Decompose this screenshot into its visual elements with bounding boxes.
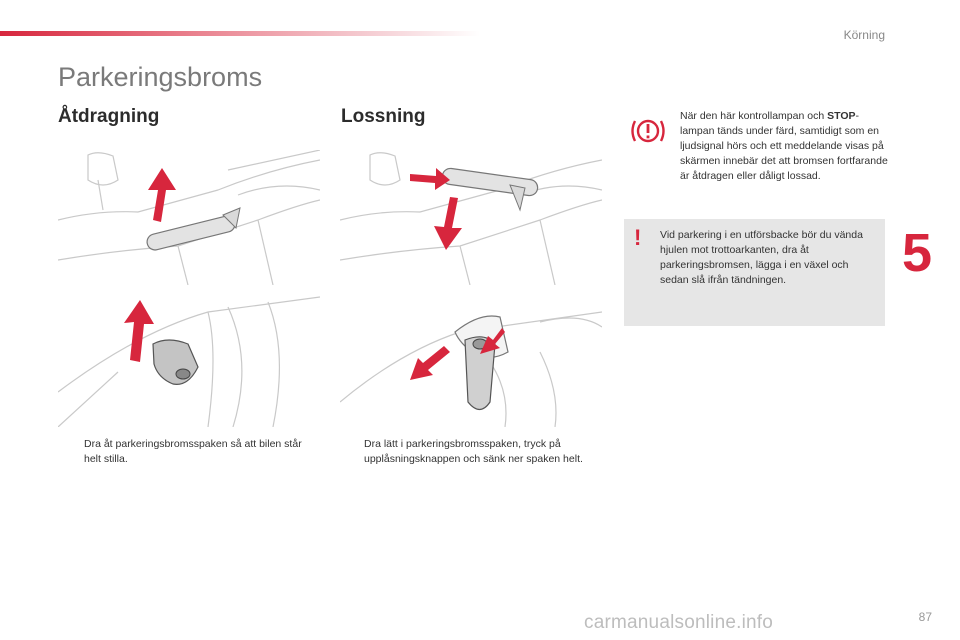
header-accent-bar [0, 31, 480, 36]
watermark: carmanualsonline.info [584, 612, 774, 633]
heading-release: Lossning [341, 106, 426, 127]
note-box [624, 219, 885, 326]
instruction-release [342, 437, 600, 467]
illustration-release-closeup [340, 292, 602, 427]
instruction-release-text: Dra lätt i parkeringsbromsspaken, tryck på upplåsningsknappen och sänk ner spaken helt. [364, 438, 583, 465]
warning-text-before: När den här kontrollampan och [680, 110, 828, 122]
exclamation-icon: ! [634, 225, 642, 250]
page-number: 87 [918, 610, 932, 624]
illustration-apply-closeup [58, 292, 320, 427]
instruction-apply [62, 437, 320, 467]
section-title: Körning [843, 28, 885, 42]
note-text: Vid parkering i en utförsbacke bör du vända hjulen mot trottoarkanten, dra åt parkeringsbromsen, lägga i en växel och sedan slå ifrån tändningen. [660, 229, 863, 286]
brake-warning-icon [628, 116, 668, 151]
warning-text-after: -lampan tänds under färd, samtidigt som en ljudsignal hörs och ett meddelande visas på skärmen innebär det att bromsen fortfarande är åtdragen eller dåligt lossad. [680, 110, 888, 182]
illustration-release-lever [340, 150, 602, 285]
heading-apply: Åtdragning [58, 106, 160, 127]
stop-word: STOP [827, 110, 856, 122]
illustration-apply-lever [58, 150, 320, 285]
warning-text [680, 109, 890, 184]
chapter-number: 5 [902, 223, 933, 283]
page-title: Parkeringsbroms [58, 62, 263, 92]
instruction-apply-text: Dra åt parkeringsbromsspaken så att bilen står helt stilla. [84, 438, 302, 465]
